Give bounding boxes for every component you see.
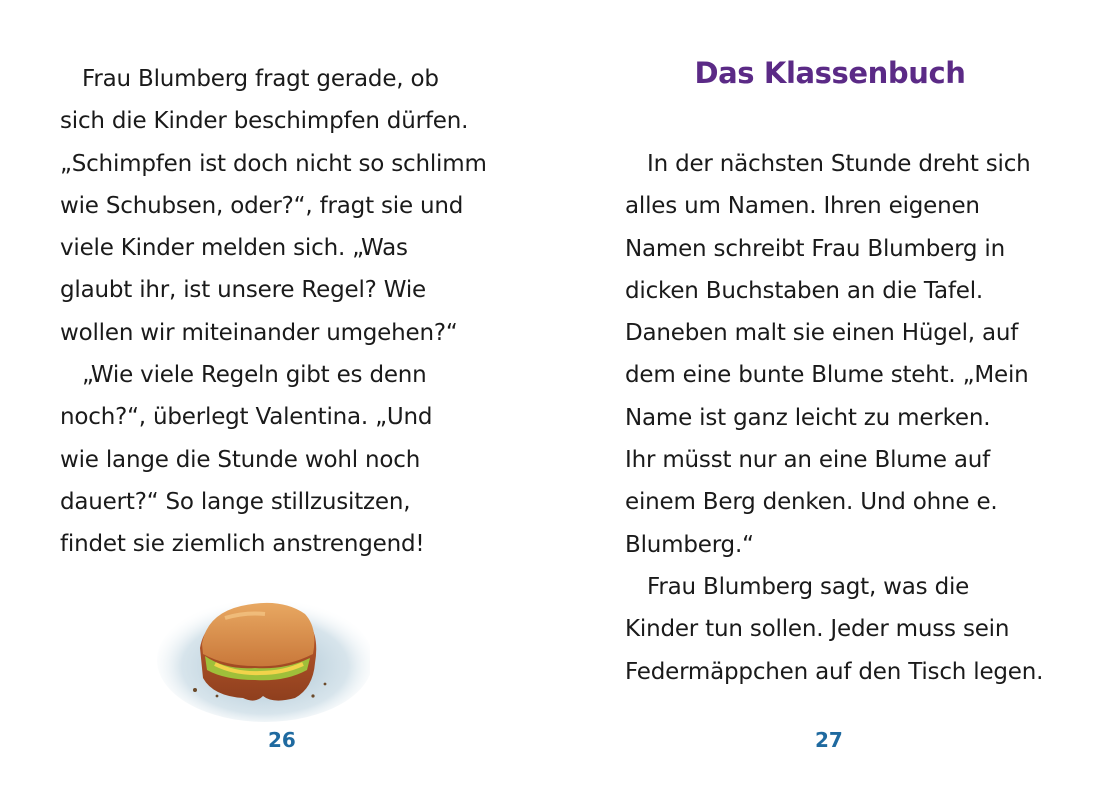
page-number: 27 (815, 728, 843, 752)
text-line: „Schimpfen ist doch nicht so schlimm (60, 150, 487, 177)
text-line: glaubt ihr, ist unsere Regel? Wie (60, 277, 426, 304)
text-line: Ihr müsst nur an eine Blume auf (625, 447, 991, 474)
chapter-title: Das Klassenbuch (694, 56, 966, 90)
text-line: viele Kinder melden sich. „Was (60, 235, 408, 262)
text-line: dauert?“ So lange stillzusitzen, (60, 488, 411, 515)
left-body-text (60, 58, 487, 566)
text-line: Federmäppchen auf den Tisch legen. (625, 658, 1044, 685)
text-line: alles um Namen. Ihren eigenen (625, 193, 980, 220)
text-line: wollen wir miteinander umgehen?“ (60, 319, 458, 346)
text-line: Frau Blumberg fragt gerade, ob (82, 66, 439, 92)
text-line: Name ist ganz leicht zu merken. (625, 404, 991, 431)
text-line: Daneben malt sie einen Hügel, auf (625, 320, 1019, 347)
text-line: Blumberg.“ (625, 531, 754, 558)
text-line: Namen schreibt Frau Blumberg in (625, 235, 1005, 262)
text-line: noch?“, überlegt Valentina. „Und (60, 404, 433, 431)
text-line: dicken Buchstaben an die Tafel. (625, 277, 984, 304)
text-line: findet sie ziemlich anstrengend! (60, 531, 425, 558)
text-line: Frau Blumberg sagt, was die (647, 573, 970, 600)
page-number: 26 (268, 728, 296, 752)
left-page (0, 0, 553, 785)
text-line: Kinder tun sollen. Jeder muss sein (625, 616, 1010, 643)
text-line: einem Berg denken. Und ohne e. (625, 489, 998, 516)
right-page (553, 0, 1107, 785)
right-body-text (625, 143, 1043, 693)
text-line: wie Schubsen, oder?“, fragt sie und (60, 192, 464, 219)
text-line: sich die Kinder beschimpfen dürfen. (60, 108, 469, 135)
sandwich-illustration (155, 578, 370, 723)
text-line: In der nächsten Stunde dreht sich (647, 151, 1031, 177)
text-line: dem eine bunte Blume steht. „Mein (625, 362, 1029, 389)
text-line: „Wie viele Regeln gibt es denn (82, 362, 427, 389)
text-line: wie lange die Stunde wohl noch (60, 446, 421, 473)
